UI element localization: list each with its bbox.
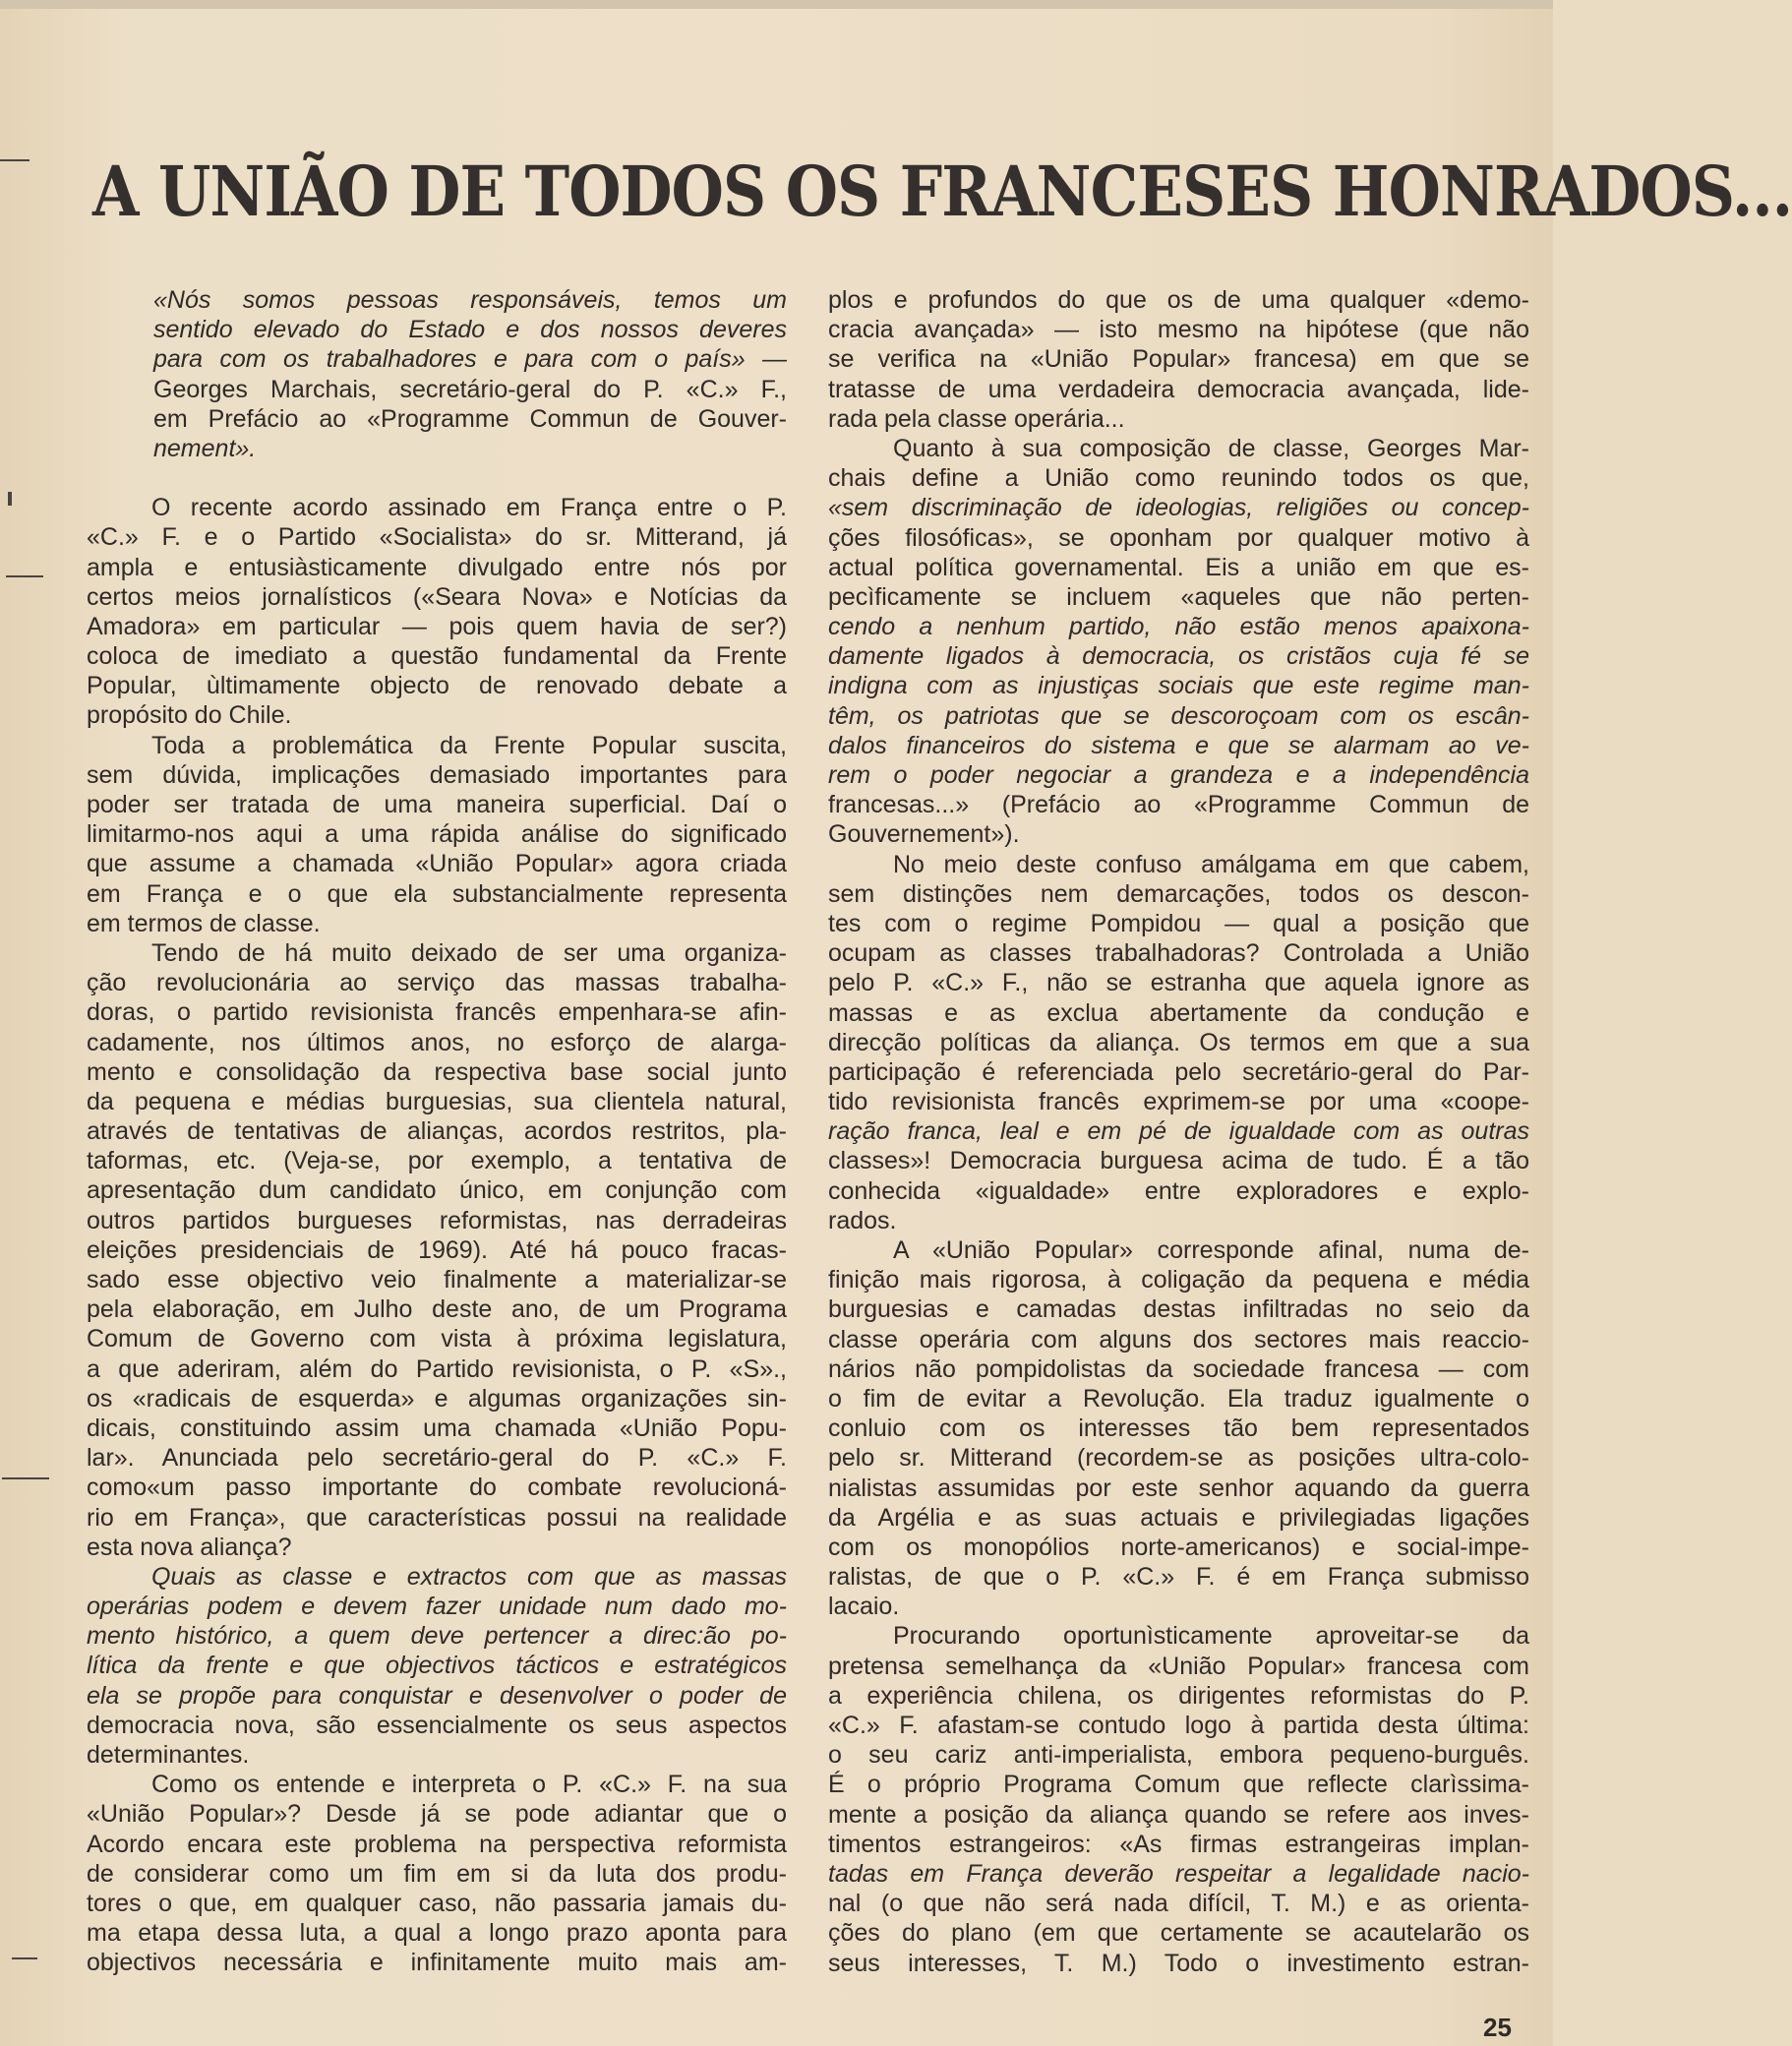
margin-mark: [8, 492, 12, 506]
text-line: poder ser tratada de uma maneira superficial. Daí o: [87, 791, 787, 818]
text-line: a que aderiram, além do Partido revisionista, o P. «S».,: [87, 1354, 787, 1383]
text-line: nement».: [153, 434, 257, 462]
text-line: sentido elevado do Estado e dos nossos deveres: [153, 316, 787, 344]
text-line: apresentação dum candidato único, em conjunção com: [87, 1176, 787, 1205]
text-line: Popular, ùltimamente objecto de renovado debate a: [87, 672, 787, 700]
text-line: pelo sr. Mitterand (recordem-se as posições ultra-colo-: [828, 1444, 1529, 1473]
text-line: ções do plano (em que certamente se acautelarão os: [828, 1919, 1529, 1948]
text-line: francesas...» (Prefácio ao «Programme Commun de: [828, 791, 1529, 819]
text-line: operárias podem e devem fazer unidade num dado mo-: [87, 1593, 787, 1621]
text-line: o seu cariz anti-imperialista, embora pequeno-burguês.: [828, 1741, 1529, 1770]
text-line: sado esse objectivo veio finalmente a materializar-se: [87, 1266, 787, 1294]
text-line: tes com o regime Pompidou — qual a posição que: [828, 909, 1529, 937]
text-line: ocupam as classes trabalhadoras? Controlada a União: [828, 939, 1529, 968]
text-line: cendo a nenhum partido, não estão menos apaixona-: [828, 613, 1529, 641]
margin-mark: [6, 575, 43, 577]
text-line: No meio deste confuso amálgama em que cabem,: [893, 850, 1529, 878]
text-line: nal (o que não será nada difícil, T. M.) e as orienta-: [828, 1890, 1529, 1918]
text-line: rados.: [828, 1206, 897, 1234]
top-edge: [0, 0, 1553, 9]
text-line: tadas em França deverão respeitar a legalidade nacio-: [828, 1859, 1529, 1888]
text-line: esta nova aliança?: [87, 1533, 292, 1561]
text-line: classe operária com alguns dos sectores mais reaccio-: [828, 1325, 1529, 1354]
text-line: em França e o que ela substancialmente representa: [87, 879, 787, 908]
text-line: eleições presidenciais de 1969). Até há pouco fracas-: [87, 1235, 787, 1264]
text-line: democracia nova, são essencialmente os seus aspectos: [87, 1711, 787, 1739]
text-line: Procurando oportunìsticamente aproveitar-se da: [893, 1622, 1529, 1651]
text-line: damente ligados à democracia, os cristãos cuja fé se: [828, 642, 1529, 671]
text-line: dalos financeiros do sistema e que se alarmam ao ve-: [828, 731, 1529, 759]
text-line: conhecida «igualdade» entre exploradores e explo-: [828, 1176, 1529, 1205]
text-line: ampla e entusiàsticamente divulgado entre nós por: [87, 553, 787, 581]
text-line: participação é referenciada pelo secretário-geral do Par-: [828, 1057, 1529, 1086]
text-line: ção revolucionária ao serviço das massas trabalha-: [87, 969, 787, 997]
text-line: finição mais rigorosa, à coligação da pequena e média: [828, 1266, 1529, 1294]
text-line: Comum de Governo com vista à próxima legislatura,: [87, 1325, 787, 1354]
text-line: determinantes.: [87, 1741, 250, 1769]
text-line: da Argélia e as suas actuais e privilegiadas ligações: [828, 1503, 1529, 1532]
text-line: o fim de evitar a Revolução. Ela traduz igualmente o: [828, 1384, 1529, 1413]
text-line: Georges Marchais, secretário-geral do P. «C.» F.,: [153, 375, 787, 403]
text-line: em termos de classe.: [87, 909, 321, 937]
text-line: têm, os patriotas que se descoroçoam com os escân-: [828, 701, 1529, 730]
text-line: massas e as exclua abertamente da condução e: [828, 998, 1529, 1027]
text-line: limitarmo-nos aqui a uma rápida análise do significado: [87, 820, 787, 849]
text-line: direcção políticas da aliança. Os termos em que a sua: [828, 1028, 1529, 1056]
text-line: tores o que, em qualquer caso, não passaria jamais du-: [87, 1889, 787, 1917]
text-line: lítica da frente e que objectivos tácticos e estratégicos: [87, 1652, 787, 1680]
text-line: tratasse de uma verdadeira democracia avançada, lide-: [828, 375, 1529, 403]
text-line: ela se propõe para conquistar e desenvolver o poder de: [87, 1681, 787, 1710]
text-line: seus interesses, T. M.) Todo o investimento estran-: [828, 1949, 1529, 1977]
page-number: 25: [1483, 2013, 1512, 2042]
text-line: através de tentativas de alianças, acordos restritos, pla-: [87, 1117, 787, 1146]
text-line: ração franca, leal e em pé de igualdade com as outras: [828, 1117, 1529, 1146]
text-line: em Prefácio ao «Programme Commun de Gouver-: [153, 404, 787, 433]
text-line: objectivos necessária e infinitamente muito mais am-: [87, 1949, 787, 1977]
text-line: Como os entende e interpreta o P. «C.» F. na sua: [151, 1771, 787, 1799]
text-line: plos e profundos do que os de uma qualquer «demo-: [828, 286, 1529, 314]
text-line: «C.» F. e o Partido «Socialista» do sr. Mitterand, já: [87, 523, 787, 552]
text-line: actual política governamental. Eis a união em que es-: [828, 553, 1529, 581]
text-line: indigna com as injustiças sociais que este regime man-: [828, 672, 1529, 700]
article-title: A UNIÃO DE TODOS OS FRANCESES HONRADOS...: [92, 150, 1792, 232]
text-line: pecìficamente se incluem «aqueles que não perten-: [828, 582, 1529, 611]
left-column: [87, 285, 787, 1978]
text-line: cracia avançada» — isto mesmo na hipótese (que não: [828, 316, 1529, 344]
text-line: Quais as classe e extractos com que as massas: [151, 1562, 787, 1591]
text-line: tido revisionista francês exprimem-se por uma «coope-: [828, 1088, 1529, 1116]
text-line: coloca de imediato a questão fundamental da Frente: [87, 642, 787, 671]
text-line: ções filosóficas», se oponham por qualquer motivo à: [828, 523, 1529, 552]
text-line: nialistas assumidas por este senhor aquando da guerra: [828, 1474, 1529, 1502]
text-line: dicais, constituindo assim uma chamada «União Popu-: [87, 1414, 787, 1442]
text-line: que assume a chamada «União Popular» agora criada: [87, 850, 787, 878]
text-line: nários não pompidolistas da sociedade francesa — com: [828, 1354, 1529, 1383]
text-line: «União Popular»? Desde já se pode adiantar que o: [87, 1800, 787, 1829]
margin-mark: [2, 1477, 49, 1479]
text-line: de considerar como um fim em si da luta dos produ-: [87, 1859, 787, 1888]
text-line: outros partidos burgueses reformistas, nas derradeiras: [87, 1206, 787, 1234]
text-line: «sem discriminação de ideologias, religiões ou concep-: [828, 494, 1529, 522]
text-line: doras, o partido revisionista francês empenhara-se afin-: [87, 998, 787, 1027]
text-line: pretensa semelhança da «União Popular» francesa com: [828, 1652, 1529, 1680]
text-line: a experiência chilena, os dirigentes reformistas do P.: [828, 1681, 1529, 1710]
text-line: ralistas, de que o P. «C.» F. é em França submisso: [828, 1563, 1529, 1592]
text-line: cadamente, nos últimos anos, no esforço de alarga-: [87, 1028, 787, 1056]
text-line: conluio com os interesses tão bem representados: [828, 1414, 1529, 1443]
text-line: burguesias e camadas destas infiltradas no seio da: [828, 1295, 1529, 1324]
text-line: O recente acordo assinado em França entre o P.: [151, 494, 787, 522]
text-line: sem distinções nem demarcações, todos os descon-: [828, 879, 1529, 908]
margin-mark: [0, 159, 30, 161]
text-line: rio em França», que características possui na realidade: [87, 1503, 787, 1532]
text-line: Quanto à sua composição de classe, Georges Mar-: [893, 434, 1529, 462]
text-line: Tendo de há muito deixado de ser uma organiza-: [151, 938, 787, 967]
text-line: Toda a problemática da Frente Popular suscita,: [151, 731, 787, 759]
text-line: mente a posição da aliança quando se refere aos inves-: [828, 1800, 1529, 1829]
text-line: certos meios jornalísticos («Seara Nova» e Notícias da: [87, 582, 787, 611]
text-line: sem dúvida, implicações demasiado importantes para: [87, 760, 787, 789]
text-line: lacaio.: [828, 1593, 900, 1621]
text-line: A «União Popular» corresponde afinal, numa de-: [893, 1236, 1529, 1264]
text-line: ma etapa dessa luta, a qual a longo prazo aponta para: [87, 1919, 787, 1948]
text-line: se verifica na «União Popular» francesa) em que se: [828, 345, 1529, 374]
text-line: rada pela classe operária...: [828, 404, 1125, 433]
text-line: classes»! Democracia burguesa acima de tudo. É a tão: [828, 1147, 1529, 1175]
text-line: os «radicais de esquerda» e algumas organizações sin-: [87, 1384, 787, 1413]
text-line: Amadora» em particular — pois quem havia de ser?): [87, 612, 787, 640]
text-line: É o próprio Programa Comum que reflecte clarìssima-: [828, 1771, 1529, 1799]
text-line: pela elaboração, em Julho deste ano, de um Programa: [87, 1295, 787, 1324]
text-line: rem o poder negociar a grandeza e a independência: [828, 761, 1529, 789]
right-column: [828, 285, 1529, 1978]
margin-mark: [12, 1957, 37, 1959]
text-line: da pequena e médias burguesias, sua clientela natural,: [87, 1087, 787, 1115]
text-line: com os monopólios norte-americanos) e social-impe-: [828, 1533, 1529, 1561]
text-line: para com os trabalhadores e para com o país» —: [153, 345, 787, 374]
text-line: propósito do Chile.: [87, 701, 292, 730]
text-line: Acordo encara este problema na perspectiva reformista: [87, 1830, 787, 1858]
text-line: mento histórico, a quem deve pertencer a direc:ão po-: [87, 1622, 787, 1651]
text-line: «Nós somos pessoas responsáveis, temos um: [153, 286, 787, 314]
text-line: timentos estrangeiros: «As firmas estrangeiras implan-: [828, 1830, 1529, 1858]
text-line: mento e consolidação da respectiva base social junto: [87, 1057, 787, 1086]
text-line: chais define a União como reunindo todos os que,: [828, 464, 1529, 493]
text-line: como«um passo importante do combate revolucioná-: [87, 1474, 787, 1502]
text-line: «C.» F. afastam-se contudo logo à partida desta última:: [828, 1712, 1529, 1739]
text-line: taformas, etc. (Veja-se, por exemplo, a tentativa de: [87, 1147, 787, 1175]
text-line: lar». Anunciada pelo secretário-geral do P. «C.» F.: [87, 1444, 787, 1473]
text-line: pelo P. «C.» F., não se estranha que aquela ignore as: [828, 969, 1529, 997]
text-line: Gouvernement»).: [828, 820, 1020, 849]
